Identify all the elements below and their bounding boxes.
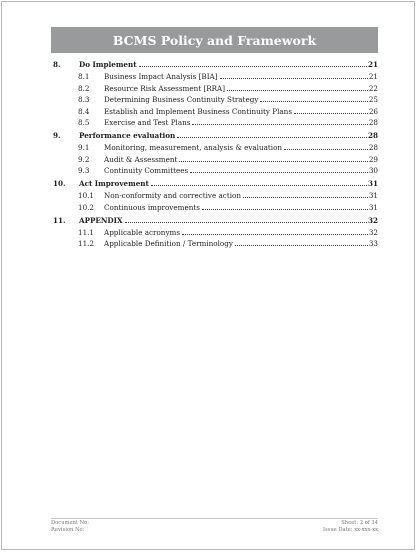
document-page: [1, 1, 415, 550]
toc-subsection-entry[interactable]: [51, 95, 378, 104]
table-of-contents: [51, 60, 378, 248]
toc-subsection-entry[interactable]: [51, 84, 378, 93]
revision-number: Revision No:: [51, 527, 85, 533]
toc-number: 10.1: [78, 191, 95, 201]
toc-title: Determining Business Continuity Strategy: [104, 95, 259, 105]
toc-leader-dots: [202, 209, 368, 210]
issue-date: Issue Date: xx-xxx-xx: [322, 527, 378, 533]
toc-title: Continuity Committees: [104, 166, 189, 176]
toc-leader-dots: [220, 78, 368, 79]
toc-number: 9.: [53, 131, 61, 141]
toc-title: Business Impact Analysis [BIA]: [104, 72, 218, 81]
toc-number: 10.2: [78, 202, 95, 212]
sheet-number: Sheet: 2 of 34: [341, 520, 378, 526]
toc-leader-dots: [284, 149, 368, 150]
toc-subsection-entry[interactable]: [51, 228, 378, 237]
toc-subsection-entry[interactable]: [51, 72, 378, 81]
toc-number: 8.1: [78, 72, 90, 81]
toc-number: 9.2: [78, 154, 90, 164]
toc-leader-dots: [151, 185, 367, 186]
toc-number: 11.: [53, 215, 66, 225]
toc-number: 8.5: [78, 118, 90, 128]
toc-number: 8.3: [78, 95, 90, 105]
toc-number: 9.3: [78, 166, 90, 176]
toc-page-number: 32: [367, 215, 378, 225]
toc-section-entry[interactable]: [51, 216, 378, 225]
toc-page-number: 32: [368, 227, 378, 237]
toc-title: Exercise and Test Plans: [104, 118, 191, 128]
toc-subsection-entry[interactable]: [51, 155, 378, 164]
toc-title: Applicable acronyms: [104, 227, 181, 237]
toc-title: Do Implement: [79, 60, 137, 69]
toc-title: Performance evaluation: [79, 131, 176, 141]
toc-leader-dots: [179, 161, 367, 162]
toc-leader-dots: [192, 124, 367, 125]
toc-page-number: 33: [368, 239, 378, 249]
header-bar: [51, 27, 378, 53]
toc-section-entry[interactable]: [51, 60, 378, 69]
toc-page-number: 31: [368, 191, 378, 201]
toc-page-number: 31: [367, 179, 378, 189]
toc-number: 9.1: [78, 143, 90, 153]
toc-page-number: 31: [368, 202, 378, 212]
toc-section-entry[interactable]: [51, 179, 378, 188]
toc-leader-dots: [182, 234, 368, 235]
toc-page-number: 21: [367, 60, 378, 69]
toc-title: Establish and Implement Business Continuity Plans: [104, 106, 293, 116]
toc-number: 8.2: [78, 83, 90, 93]
page-title: BCMS Policy and Framework: [112, 32, 317, 48]
toc-leader-dots: [235, 245, 368, 246]
toc-leader-dots: [243, 197, 368, 198]
toc-page-number: 28: [368, 143, 378, 153]
toc-page-number: 21: [368, 72, 378, 81]
toc-page-number: 28: [367, 131, 378, 141]
toc-subsection-entry[interactable]: [51, 107, 378, 116]
toc-leader-dots: [177, 137, 367, 138]
toc-title: Act Improvement: [79, 179, 149, 189]
toc-leader-dots: [190, 172, 368, 173]
toc-number: 11.2: [78, 239, 95, 249]
page-footer: [51, 518, 378, 534]
toc-subsection-entry[interactable]: [51, 239, 378, 248]
toc-subsection-entry[interactable]: [51, 118, 378, 127]
toc-page-number: 29: [368, 154, 378, 164]
toc-title: Resource Risk Assessment [RRA]: [104, 83, 226, 93]
toc-subsection-entry[interactable]: [51, 166, 378, 175]
toc-page-number: 30: [368, 166, 378, 176]
toc-title: APPENDIX: [79, 215, 123, 225]
toc-title: Continuous improvements: [104, 202, 200, 212]
toc-leader-dots: [125, 222, 367, 223]
toc-page-number: 25: [368, 95, 378, 105]
toc-page-number: 26: [368, 106, 378, 116]
toc-page-number: 28: [368, 118, 378, 128]
toc-number: 8.: [53, 60, 61, 69]
toc-leader-dots: [294, 113, 368, 114]
document-number: Document No:: [51, 520, 90, 526]
toc-number: 11.1: [78, 227, 95, 237]
toc-title: Non-conformity and corrective action: [104, 191, 241, 201]
toc-subsection-entry[interactable]: [51, 143, 378, 152]
toc-section-entry[interactable]: [51, 131, 378, 140]
toc-leader-dots: [139, 66, 367, 67]
toc-title: Monitoring, measurement, analysis & evaluation: [104, 143, 283, 153]
toc-leader-dots: [260, 101, 367, 102]
toc-page-number: 22: [368, 83, 378, 93]
toc-leader-dots: [227, 90, 368, 91]
toc-number: 10.: [53, 179, 66, 189]
toc-title: Audit & Assessment: [104, 154, 178, 164]
toc-subsection-entry[interactable]: [51, 191, 378, 200]
toc-subsection-entry[interactable]: [51, 203, 378, 212]
toc-number: 8.4: [78, 106, 90, 116]
toc-title: Applicable Definition / Terminology: [104, 239, 233, 249]
